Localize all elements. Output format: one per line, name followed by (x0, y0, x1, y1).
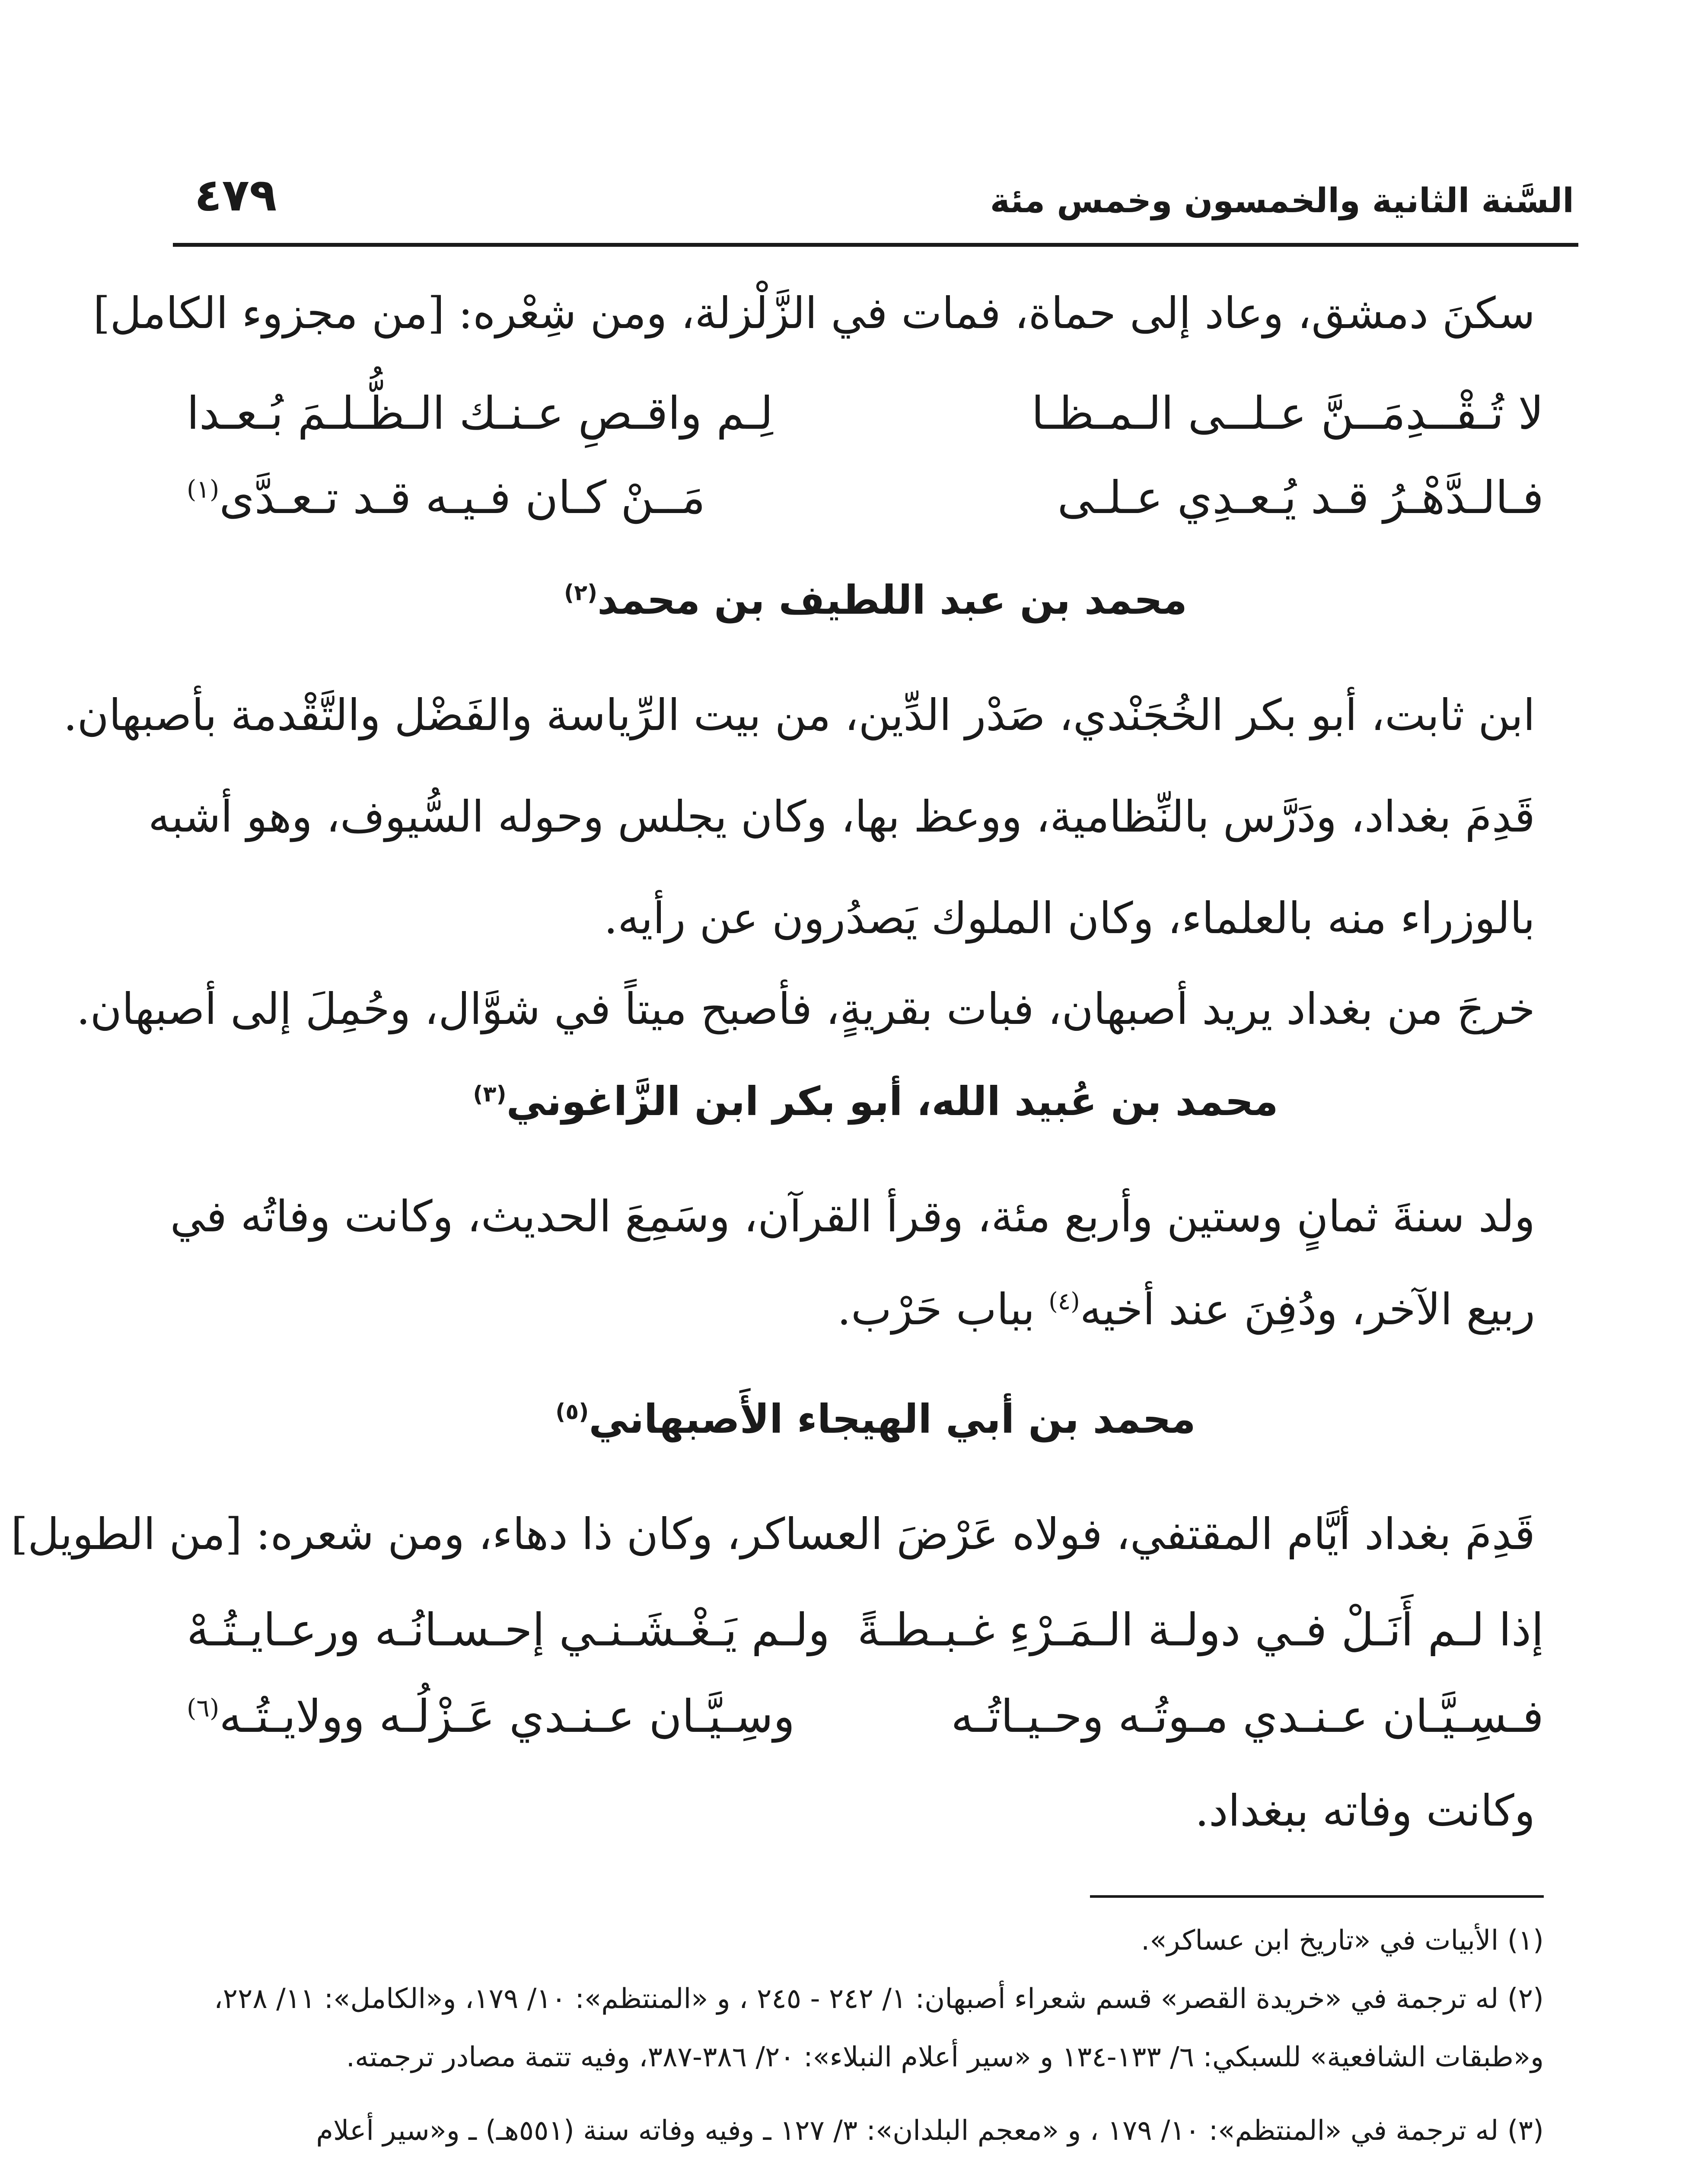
verse-second-hemistich: مَــنْ كـان فـيـه قـد تـعـدَّى$^{(١)}$ (187, 471, 706, 524)
verse-first-hemistich: لا تُـقْــدِمَــنَّ عـلــى الـمـظـا (1031, 387, 1544, 440)
footnote-ref[interactable]: (٦) (187, 1694, 220, 1723)
body-line: قَدِمَ بغداد، ودَرَّس بالنِّظامية، ووعظ بها، وكان يجلس وحوله السُّيوف، وهو أشبه (148, 791, 1535, 842)
body-line: ولد سنةَ ثمانٍ وستين وأربع مئة، وقرأ القرآن، وسَمِعَ الحديث، وكانت وفاتُه في (170, 1191, 1535, 1242)
verse-row (169, 1690, 1544, 1759)
footnote-ref[interactable]: (٥) (555, 1399, 589, 1425)
body-line: قَدِمَ بغداد أيَّام المقتفي، فولاه عَرْضَ العساكر، وكان ذا دهاء، ومن شعره: [من الطويل] (11, 1509, 1535, 1559)
verse-second-hemistich: وسِـيَّـان عـنـدي عَـزْلُـه وولايـتُـه$^{(٦)}$ (187, 1690, 795, 1743)
entry-heading: محمد بن عُبيد الله، أبو بكر ابن الزَّاغوني$^{(٣)}$ (473, 1078, 1278, 1125)
entry-heading: محمد بن عبد اللطيف بن محمد$^{(٢)}$ (564, 577, 1188, 623)
footnote-ref[interactable]: (٤) (1048, 1287, 1080, 1315)
verse-first-hemistich: إذا لـم أَنَـلْ فـي دولـة الـمَـرْءِ غـبـطـةً (857, 1603, 1544, 1656)
page-number: ٤٧٩ (194, 169, 277, 221)
body-line: خرجَ من بغداد يريد أصبهان، فبات بقريةٍ، فأصبح ميتاً في شوَّال، وحُمِلَ إلى أصبهان. (76, 984, 1535, 1034)
verse-row (169, 387, 1544, 456)
verse-first-hemistich: فـالـدَّهْـرُ قـد يُـعـدِي عـلـى (1057, 471, 1544, 524)
footnote-rule (1090, 1895, 1544, 1898)
body-line: ربيع الآخر، ودُفِنَ عند أخيه$^{(٤)}$ بباب حَرْب. (837, 1284, 1535, 1335)
body-line: بالوزراء منه بالعلماء، وكان الملوك يَصدُرون عن رأيه. (604, 893, 1535, 943)
footnote: (٢) له ترجمة في «خريدة القصر» قسم شعراء أصبهان: ١/ ٢٤٢ - ٢٤٥ ، و «المنتظم»: ١٠/ ١٧٩، و«الكامل»: ١١/ ٢٢٨، (214, 1983, 1544, 2015)
footnote-ref[interactable]: (٢) (564, 580, 598, 606)
intro-line: سكنَ دمشق، وعاد إلى حماة، فمات في الزَّلْزلة، ومن شِعْره: [من مجزوء الكامل] (93, 288, 1535, 338)
verse-row (169, 471, 1544, 540)
footnote: (٣) له ترجمة في «المنتظم»: ١٠/ ١٧٩ ، و «معجم البلدان»: ٣/ ١٢٧ ـ وفيه وفاته سنة (٥٥١هـ) ـ و«سير أعلام (316, 2115, 1544, 2147)
running-header (177, 169, 1574, 229)
verse-row (169, 1603, 1544, 1673)
entry-heading: محمد بن أبي الهيجاء الأَصبهاني$^{(٥)}$ (555, 1396, 1196, 1442)
running-title: السَّنة الثانية والخمسون وخمس مئة (990, 182, 1574, 220)
header-rule (173, 243, 1578, 247)
footnote-continuation: و«طبقات الشافعية» للسبكي: ٦/ ١٣٣-١٣٤ و «سير أعلام النبلاء»: ٢٠/ ٣٨٦-٣٨٧، وفيه تتمة مصادر ترجمته. (346, 2041, 1544, 2073)
footnote-ref[interactable]: (١) (187, 475, 220, 504)
footnote: (١) الأبيات في «تاريخ ابن عساكر». (1141, 1925, 1544, 1957)
footnote-ref[interactable]: (٣) (473, 1081, 507, 1107)
verse-second-hemistich: لِـم واقـصِ عـنـك الـظُّـلـمَ بُـعـدا (187, 387, 773, 440)
body-line: وكانت وفاته ببغداد. (1195, 1785, 1535, 1836)
verse-second-hemistich: ولـم يَـغْـشَـنـي إحـسـانُـه ورعـايـتُـهْ (187, 1603, 830, 1656)
body-line: ابن ثابت، أبو بكر الخُجَنْدي، صَدْر الدِّين، من بيت الرِّياسة والفَضْل والتَّقْدمة بأصبهان. (63, 690, 1535, 740)
verse-first-hemistich: فـسِـيَّـان عـنـدي مـوتُـه وحـيـاتُـه (951, 1690, 1544, 1743)
